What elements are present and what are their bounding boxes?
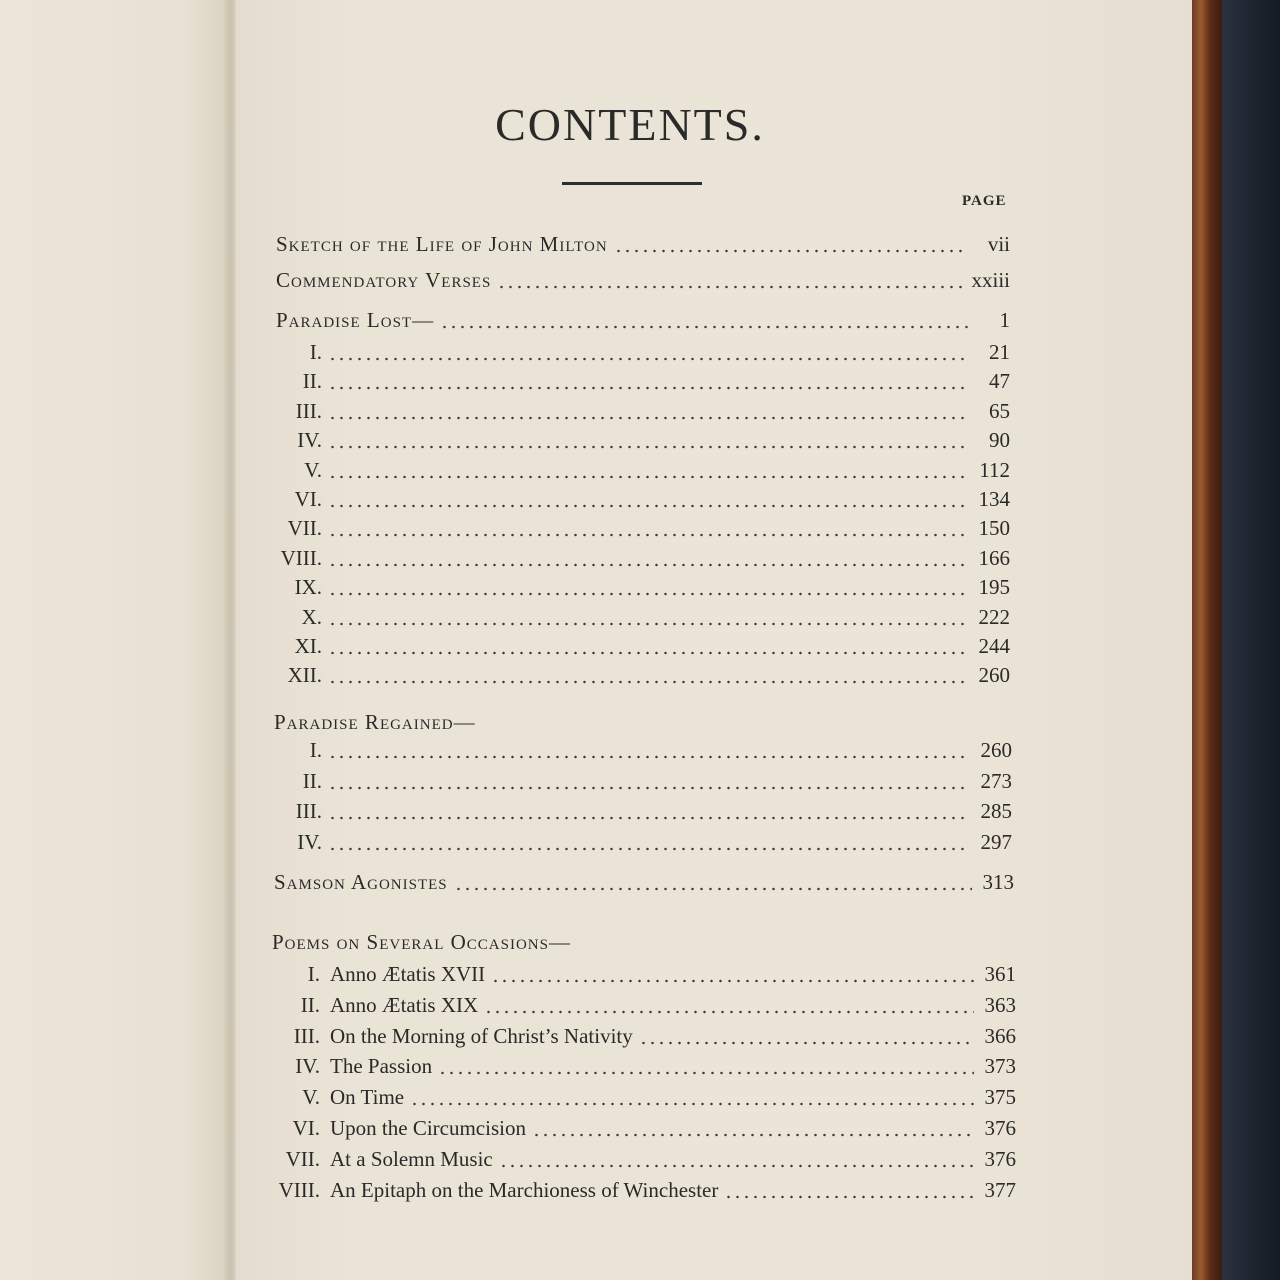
toc-entry-number: IV. [297, 829, 322, 854]
toc-entry-label: Commendatory Verses [276, 268, 492, 292]
dot-leader [484, 997, 974, 1017]
toc-entry-number: IX. [294, 575, 322, 600]
toc-entry-page: 297 [980, 829, 1012, 854]
toc-entry-samson-agonistes [274, 870, 1014, 898]
dot-leader [532, 1120, 974, 1140]
toc-entry-paradise-lost-book [272, 487, 1010, 515]
toc-entry-paradise-lost-book [272, 663, 1010, 691]
section-heading-poems: Poems on Several Occasions— [272, 930, 571, 954]
toc-entry-number: IV. [297, 428, 322, 453]
toc-entry-label: Anno Ætatis XIX [330, 992, 479, 1017]
title-rule [562, 182, 702, 185]
toc-entry-paradise-lost-book [272, 428, 1010, 456]
toc-entry-page: 166 [978, 545, 1010, 570]
book-cover [1222, 0, 1280, 1280]
toc-entry-number: I. [307, 962, 320, 986]
toc-entry-page: 361 [984, 962, 1016, 986]
dot-leader [499, 1151, 974, 1171]
toc-entry-number: V. [304, 457, 322, 482]
dot-leader [410, 1089, 974, 1109]
toc-entry-poem [268, 1085, 1016, 1113]
toc-entry-number: II. [302, 768, 322, 793]
toc-entry-label: On the Morning of Christ’s Nativity [330, 1023, 633, 1048]
dot-leader [328, 667, 968, 687]
dot-leader [328, 803, 970, 823]
toc-entry-number: VI. [294, 487, 322, 511]
toc-entry-number: VIII. [280, 545, 322, 570]
page-title: CONTENTS. [495, 99, 765, 150]
toc-entry-paradise-lost-book [272, 458, 1010, 486]
toc-entry-paradise-regained-book [272, 769, 1012, 797]
toc-entry-page: 285 [980, 799, 1012, 823]
toc-entry-paradise-lost-book [272, 369, 1010, 397]
toc-entry-page: 244 [978, 634, 1010, 658]
page-column-heading: PAGE [962, 193, 1007, 209]
toc-entry-page: 313 [982, 870, 1014, 894]
dot-leader [614, 236, 968, 256]
dot-leader [724, 1182, 974, 1202]
toc-entry-poem [268, 962, 1016, 990]
toc-entry-number: III. [295, 799, 322, 823]
toc-entry-number: VIII. [278, 1177, 320, 1202]
dot-leader [454, 874, 972, 894]
dot-leader [328, 520, 968, 540]
toc-entry-commendatory-verses [276, 268, 1010, 296]
toc-entry-number: III. [295, 398, 322, 423]
toc-entry-page: 377 [984, 1177, 1016, 1202]
toc-entry-label: On Time [330, 1085, 405, 1110]
toc-entry-page: 1 [999, 308, 1010, 332]
toc-entry-page: 222 [978, 604, 1010, 629]
toc-entry-page: 376 [984, 1116, 1016, 1140]
dot-leader [497, 272, 965, 292]
toc-entry-page: 47 [989, 369, 1010, 394]
toc-entry-page: 375 [984, 1085, 1016, 1110]
dot-leader [328, 432, 968, 452]
toc-entry-page: 366 [984, 1023, 1016, 1048]
toc-entry-number: VII. [285, 1146, 320, 1171]
dot-leader [328, 491, 968, 511]
toc-entry-poem [268, 1024, 1016, 1052]
dot-leader [328, 373, 968, 393]
toc-entry-page: xxiii [971, 268, 1010, 292]
toc-entry-label: Samson Agonistes [274, 870, 448, 894]
toc-entry-number: III. [293, 1023, 320, 1048]
toc-entry-number: XI. [294, 634, 322, 658]
toc-entry-page: 112 [979, 457, 1010, 482]
dot-leader [438, 1058, 974, 1078]
toc-entry-poem [268, 1147, 1016, 1175]
dot-leader [328, 403, 968, 423]
toc-entry-poem [268, 1116, 1016, 1144]
dot-leader [491, 966, 974, 986]
dot-leader [328, 344, 968, 364]
toc-entry-paradise-regained-book [272, 738, 1012, 766]
page-edge [1192, 0, 1222, 1280]
toc-entry-page: 150 [978, 516, 1010, 541]
toc-entry-paradise-lost [276, 308, 1010, 336]
dot-leader [328, 773, 970, 793]
toc-entry-number: V. [302, 1085, 320, 1110]
toc-entry-poem [268, 993, 1016, 1021]
toc-entry-number: X. [301, 604, 322, 629]
toc-entry-paradise-lost-book [272, 516, 1010, 544]
left-page [0, 0, 232, 1280]
dot-leader [328, 579, 968, 599]
toc-entry-page: 260 [978, 663, 1010, 688]
toc-entry-number: I. [309, 340, 322, 364]
toc-entry-page: 65 [989, 398, 1010, 423]
section-heading: Paradise Lost— [276, 308, 435, 332]
toc-entry-paradise-lost-book [272, 399, 1010, 427]
dot-leader [328, 609, 968, 629]
toc-entry-label: An Epitaph on the Marchioness of Winchester [330, 1177, 719, 1202]
dot-leader [639, 1028, 974, 1048]
toc-entry-page: 134 [978, 487, 1010, 511]
toc-entry-label: At a Solemn Music [330, 1146, 493, 1171]
toc-entry-paradise-lost-book [272, 546, 1010, 574]
dot-leader [440, 312, 968, 332]
dot-leader [328, 742, 970, 762]
toc-entry-number: XII. [287, 663, 322, 688]
toc-entry-label: The Passion [330, 1054, 433, 1079]
toc-entry-label: Upon the Circumcision [330, 1116, 526, 1140]
toc-entry-page: 363 [984, 992, 1016, 1017]
toc-entry-label: Sketch of the Life of John Milton [276, 232, 608, 256]
toc-entry-page: 260 [980, 738, 1012, 762]
toc-entry-poem [268, 1054, 1016, 1082]
toc-entry-paradise-lost-book [272, 340, 1010, 368]
dot-leader [328, 638, 968, 658]
toc-entry-number: I. [309, 738, 322, 762]
toc-entry-paradise-regained-book [272, 799, 1012, 827]
toc-entry-paradise-lost-book [272, 605, 1010, 633]
toc-entry-paradise-lost-book [272, 634, 1010, 662]
toc-entry-page: 376 [984, 1146, 1016, 1171]
dot-leader [328, 834, 970, 854]
toc-entry-poem [268, 1178, 1016, 1206]
toc-entry-label: Anno Ætatis XVII [330, 962, 486, 986]
section-heading-paradise-regained: Paradise Regained— [274, 710, 476, 734]
toc-entry-page: vii [987, 232, 1010, 256]
toc-entry-paradise-lost-book [272, 575, 1010, 603]
toc-entry-page: 373 [984, 1054, 1016, 1079]
toc-entry-number: II. [300, 992, 320, 1017]
toc-entry-number: IV. [295, 1054, 320, 1079]
toc-entry-paradise-regained-book [272, 830, 1012, 858]
toc-entry-page: 273 [980, 768, 1012, 793]
toc-entry-number: VII. [287, 516, 322, 541]
dot-leader [328, 550, 968, 570]
dot-leader [328, 462, 968, 482]
toc-entry-page: 21 [989, 340, 1010, 364]
toc-entry-page: 90 [989, 428, 1010, 453]
toc-entry-number: VI. [292, 1116, 320, 1140]
toc-entry-life-of-milton [276, 232, 1010, 260]
toc-entry-number: II. [302, 369, 322, 394]
toc-entry-page: 195 [978, 575, 1010, 600]
